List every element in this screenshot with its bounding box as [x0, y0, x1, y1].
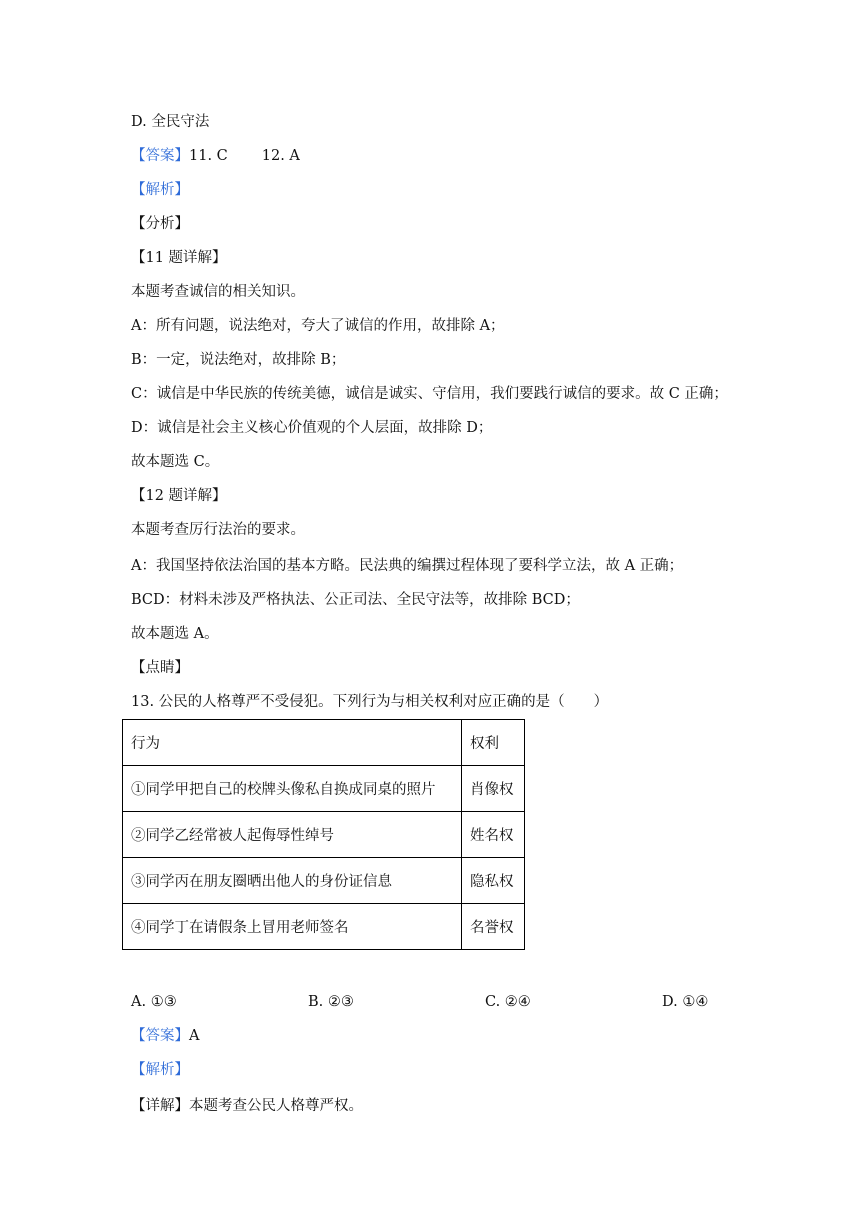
- q11-option-d: D：诚信是社会主义核心价值观的个人层面，故排除 D；: [131, 420, 493, 436]
- table-row: [123, 904, 525, 950]
- table-cell-right: 姓名权: [462, 812, 525, 858]
- table-row: [123, 766, 525, 812]
- detail-line: 【详解】本题考查公民人格尊严权。: [131, 1098, 363, 1114]
- table-cell-behavior: ③同学丙在朋友圈晒出他人的身份证信息: [123, 858, 462, 904]
- table-cell-behavior: ④同学丁在请假条上冒用老师签名: [123, 904, 462, 950]
- table-header-cell: 权利: [462, 720, 525, 766]
- answer-12: 12. A: [261, 148, 300, 164]
- table-header-cell: 行为: [123, 720, 462, 766]
- q13-stem: 13. 公民的人格尊严不受侵犯。下列行为与相关权利对应正确的是（ ）: [131, 694, 609, 710]
- option-d-previous: D. 全民守法: [131, 114, 210, 130]
- answer-tag: 【答案】: [131, 148, 189, 164]
- q11-intro: 本题考查诚信的相关知识。: [131, 284, 305, 300]
- table-row: [123, 812, 525, 858]
- answer-line-1: [131, 147, 300, 165]
- q12-option-a: A：我国坚持依法治国的基本方略。民法典的编撰过程体现了要科学立法，故 A 正确；: [131, 558, 684, 574]
- q13-option-b: B. ②③: [308, 994, 354, 1010]
- q11-option-a: A：所有问题，说法绝对，夸大了诚信的作用，故排除 A；: [131, 318, 505, 334]
- q11-conclusion: 故本题选 C。: [131, 454, 220, 470]
- q13-option-d: D. ①④: [662, 994, 709, 1010]
- table-header-row: [123, 720, 525, 766]
- q12-conclusion: 故本题选 A。: [131, 626, 219, 642]
- analysis-tag-1: 【解析】: [131, 182, 189, 198]
- q11-option-c: C：诚信是中华民族的传统美德，诚信是诚实、守信用，我们要践行诚信的要求。故 C 正确；: [131, 386, 728, 402]
- analysis-tag-2: 【解析】: [131, 1062, 189, 1078]
- dianjing-tag: 【点睛】: [131, 660, 189, 676]
- answer-13: A: [189, 1028, 200, 1044]
- table-cell-right: 名誉权: [462, 904, 525, 950]
- answer-line-2: [131, 1027, 199, 1045]
- q11-header: 【11 题详解】: [131, 250, 227, 266]
- table-cell-right: 隐私权: [462, 858, 525, 904]
- q11-option-b: B：一定，说法绝对，故排除 B；: [131, 352, 346, 368]
- table-cell-right: 肖像权: [462, 766, 525, 812]
- fenxi-tag: 【分析】: [131, 216, 189, 232]
- table-cell-behavior: ②同学乙经常被人起侮辱性绰号: [123, 812, 462, 858]
- q13-option-a: A. ①③: [131, 994, 177, 1010]
- table-row: [123, 858, 525, 904]
- q12-intro: 本题考查厉行法治的要求。: [131, 522, 305, 538]
- answer-11: 11. C: [189, 148, 228, 164]
- q12-option-bcd: BCD：材料未涉及严格执法、公正司法、全民守法等，故排除 BCD；: [131, 592, 580, 608]
- rights-table: [122, 719, 525, 950]
- table-cell-behavior: ①同学甲把自己的校牌头像私自换成同桌的照片: [123, 766, 462, 812]
- q13-option-c: C. ②④: [485, 994, 531, 1010]
- q12-header: 【12 题详解】: [131, 488, 227, 504]
- answer-tag: 【答案】: [131, 1028, 189, 1044]
